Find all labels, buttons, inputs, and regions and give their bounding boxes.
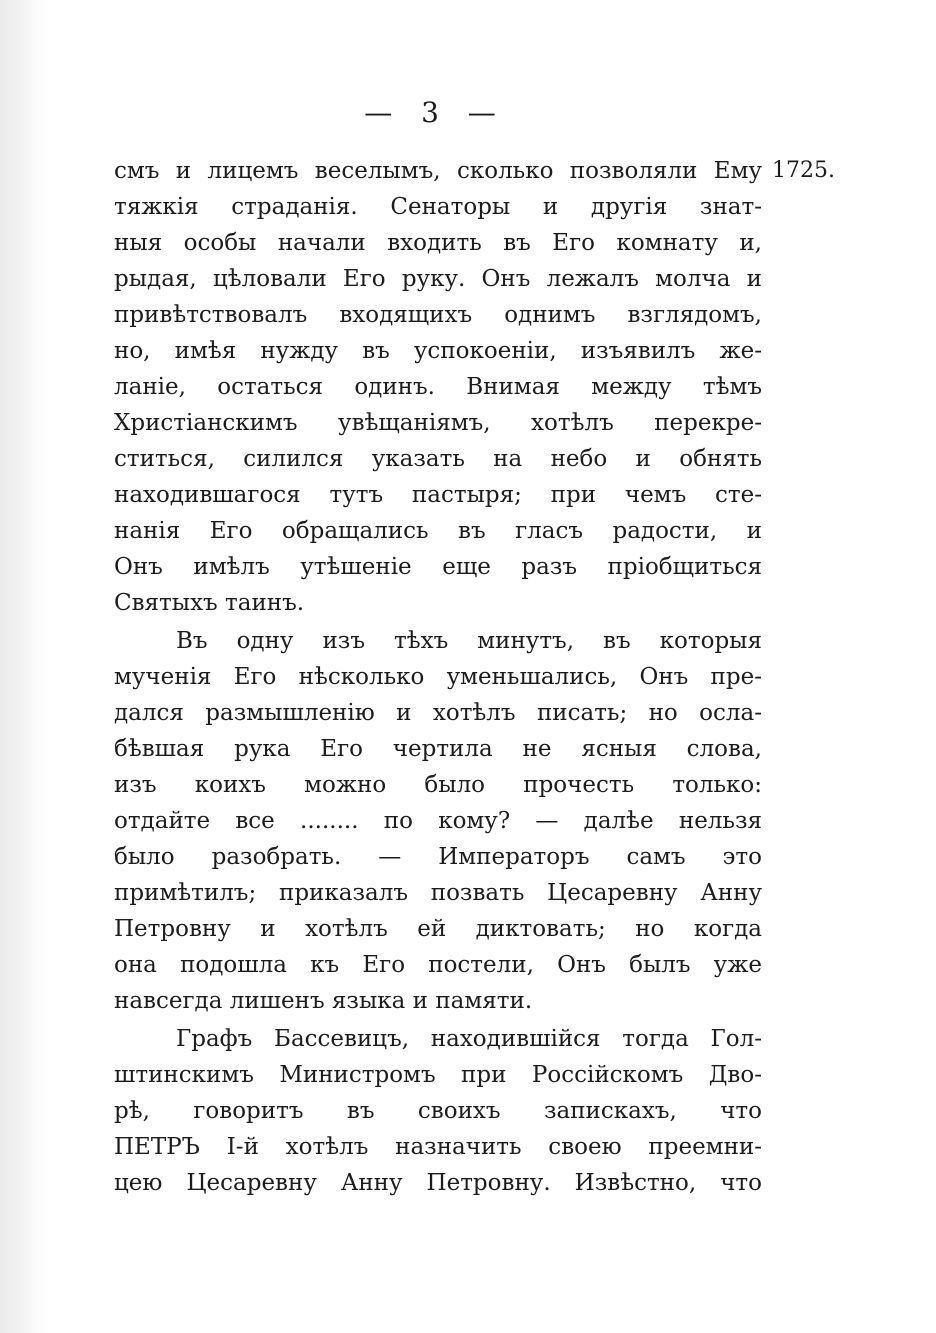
text-line: но, имѣя нужду въ успокоеніи, изъявилъ же- bbox=[114, 338, 762, 364]
margin-year-note: 1725. bbox=[772, 158, 835, 183]
text-line: Петровну и хотѣлъ ей диктовать; но когда bbox=[114, 916, 762, 942]
text-line: мученія Его нѣсколько уменьшались, Онъ пре- bbox=[114, 664, 762, 690]
text-line: она подошла къ Его постели, Онъ былъ уже bbox=[114, 952, 762, 978]
text-line: навсегда лишенъ языка и памяти. bbox=[114, 988, 533, 1014]
body-text bbox=[114, 153, 762, 1201]
page-edge-shadow bbox=[0, 0, 48, 1333]
text-line: отдайте все ........ по кому? — далѣе нельзя bbox=[114, 808, 762, 834]
text-line: дался размышленію и хотѣлъ писать; но осла- bbox=[114, 700, 762, 726]
text-line: бѣвшая рука Его чертила не ясныя слова, bbox=[114, 736, 762, 762]
text-line: нанія Его обращались въ гласъ радости, и bbox=[114, 518, 762, 544]
text-line: было разобрать. — Императоръ самъ это bbox=[114, 844, 762, 870]
text-line: изъ коихъ можно было прочесть только: bbox=[114, 772, 762, 798]
paragraph-1 bbox=[114, 153, 762, 621]
paragraph-3 bbox=[114, 1021, 762, 1201]
paragraph-2 bbox=[114, 623, 762, 1019]
text-line: Графъ Бассевицъ, находившійся тогда Гол- bbox=[176, 1026, 762, 1052]
text-line: Онъ имѣлъ утѣшеніе еще разъ пріобщиться bbox=[114, 554, 762, 580]
text-line: рѣ, говоритъ въ своихъ запискахъ, что bbox=[114, 1098, 762, 1124]
text-line: штинскимъ Министромъ при Россійскомъ Дво- bbox=[114, 1062, 762, 1088]
text-line: ститься, силился указать на небо и обнять bbox=[114, 446, 762, 472]
text-line: привѣтствовалъ входящихъ однимъ взглядомъ, bbox=[114, 302, 762, 328]
text-line: примѣтилъ; приказалъ позвать Цесаревну Анну bbox=[114, 880, 762, 906]
text-line: ныя особы начали входить въ Его комнату и, bbox=[114, 230, 762, 256]
text-line: цею Цесаревну Анну Петровну. Извѣстно, что bbox=[114, 1170, 762, 1196]
page-number: — 3 — bbox=[364, 96, 506, 129]
text-line: Христіанскимъ увѣщаніямъ, хотѣлъ перекре- bbox=[114, 410, 762, 436]
text-line: Въ одну изъ тѣхъ минутъ, въ которыя bbox=[176, 628, 762, 654]
text-line: смъ и лицемъ веселымъ, сколько позволяли Ему bbox=[114, 158, 762, 184]
text-line: ланіе, остаться одинъ. Внимая между тѣмъ bbox=[114, 374, 762, 400]
text-line: рыдая, цѣловали Его руку. Онъ лежалъ молча и bbox=[114, 266, 762, 292]
text-line: находившагося тутъ пастыря; при чемъ сте- bbox=[114, 482, 762, 508]
text-line: Святыхъ таинъ. bbox=[114, 590, 305, 616]
text-line: ПЕТРЪ I-й хотѣлъ назначить своею преемни- bbox=[114, 1134, 762, 1160]
text-line: тяжкія страданія. Сенаторы и другія знат- bbox=[114, 194, 762, 220]
